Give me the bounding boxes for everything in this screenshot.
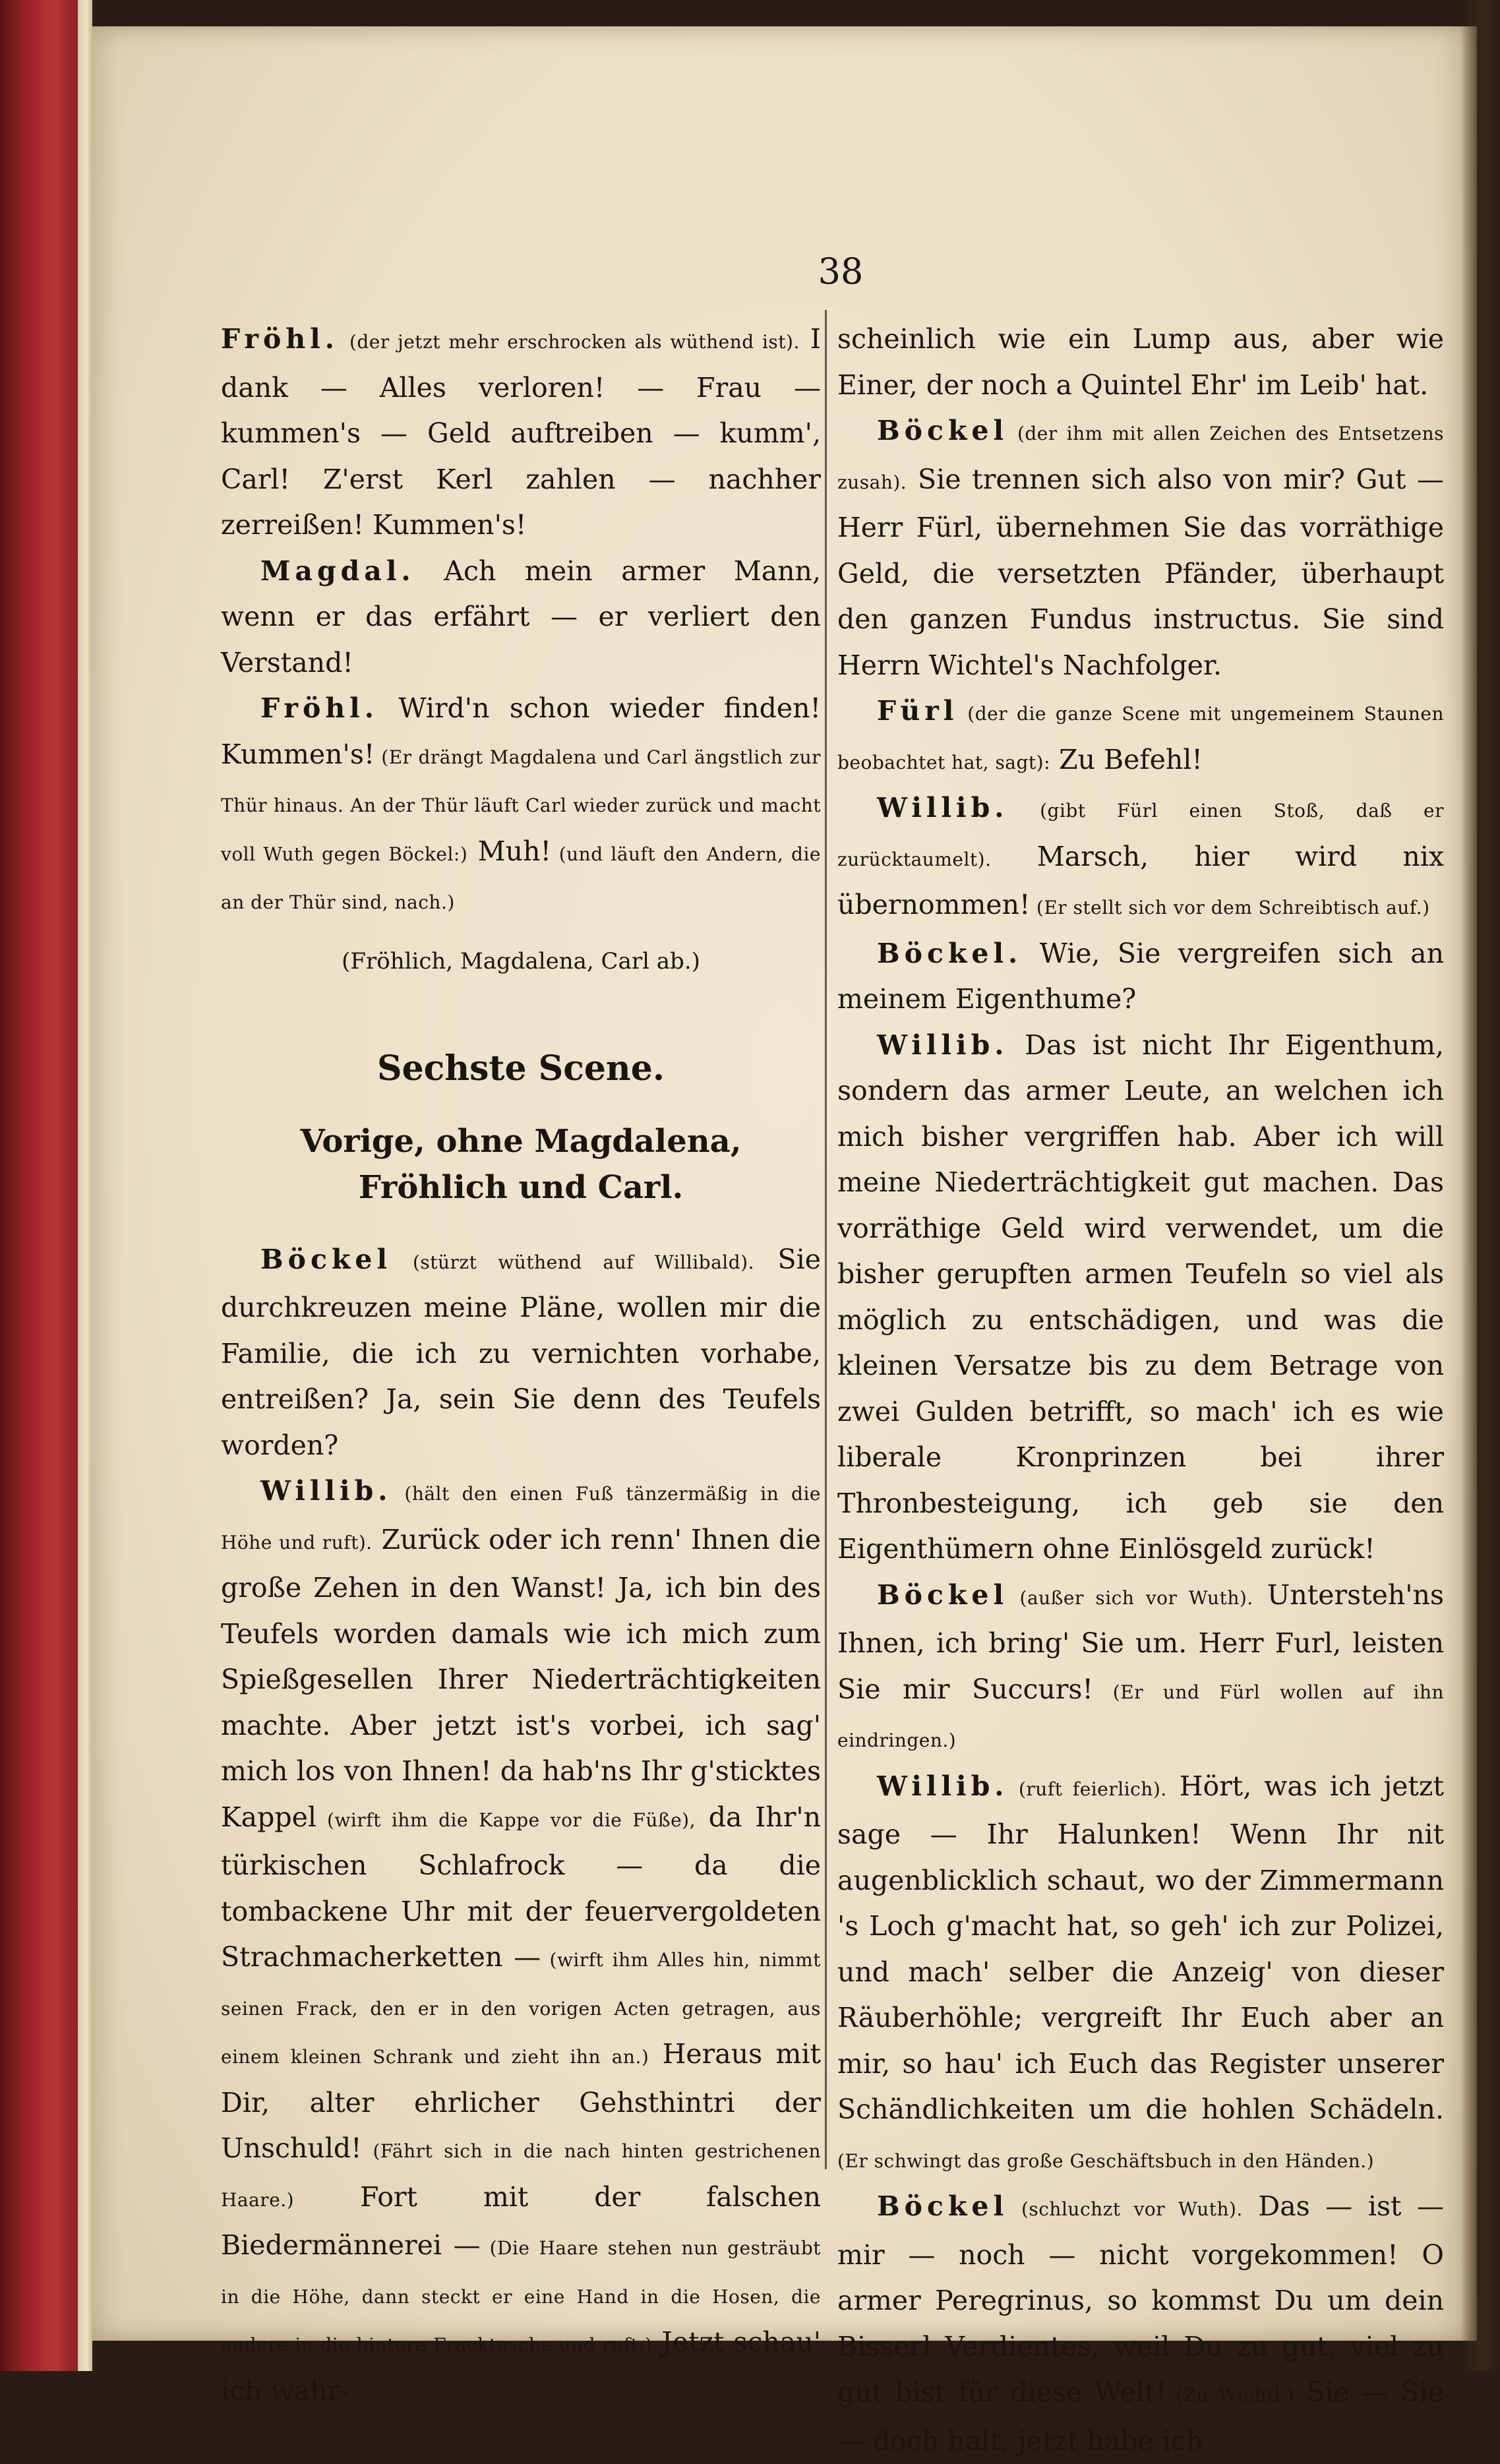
stage-direction: (wirft ihm Alles hin, nimmt seinen Frack, den er in den vorigen Acten getragen, aus einem kleinen Schrank und zieht ihn an.) [221, 1949, 821, 2068]
stage-direction: (hält den einen Fuß tänzermäßig in die Höhe und ruft). [221, 1483, 821, 1553]
stage-direction: (wirft ihm die Kappe vor die Füße), [316, 1809, 696, 1831]
dialogue-text: da Ihr'n türkischen Schlafrock — da die tombackene Uhr mit der feuervergoldeten Strachmacherketten — [221, 1801, 822, 1973]
speaker-name: Böckel [877, 2190, 1009, 2222]
stage-direction: (außer sich vor Wuth). [1008, 1586, 1253, 1609]
page-shadow [1460, 0, 1500, 2371]
stage-direction: (der die ganze Scene mit ungemeinem Staunen beobachtet hat, sagt): [837, 703, 1444, 773]
dialogue-text: Wird'n schon wieder finden! Kummen's! [221, 692, 821, 770]
speaker-name: Böckel [877, 1578, 1009, 1611]
dialogue-text: Ach mein armer Mann, wenn er das erfährt — er verliert den Verstand! [221, 555, 821, 678]
dialogue-block [221, 1468, 821, 2414]
dialogue-text: Das — ist — mir — noch — nicht vorgekommen! O armer Peregrinus, so kommst Du um dein Bisserl Verdientes, weil Du zu gut, viel zu gut bist für diese Welt! [837, 2190, 1444, 2408]
dialogue-text: Zu Befehl! [1050, 743, 1203, 775]
stage-direction: (Er schwingt das große Geschäftsbuch in den Händen.) [837, 2149, 1375, 2172]
dialogue-block [221, 316, 821, 549]
dialogue-text: Marsch, hier wird nix übernommen! [837, 840, 1444, 920]
speaker-name: Willib. [877, 792, 1009, 824]
left-column [221, 316, 821, 2414]
speaker-name: Willib. [260, 1475, 392, 1507]
book-spine [0, 0, 78, 2371]
dialogue-block [837, 316, 1444, 408]
dialogue-block [221, 1237, 821, 1469]
dialogue-block [837, 1023, 1444, 1573]
dialogue-text: scheinlich wie ein Lump aus, aber wie Einer, der noch a Quintel Ehr' im Leib' hat. [837, 323, 1444, 401]
exit-direction: (Fröhlich, Magdalena, Carl ab.) [342, 947, 700, 975]
dialogue-text: I dank — Alles verloren! — Frau — kummen's — Geld auftreiben — kumm', Carl! Z'erst Kerl zahlen — nachher zerreißen! Kummen's! [221, 323, 821, 541]
dialogue-text: Hört, was ich jetzt sage — Ihr Halunken! Wenn Ihr nit augenblicklich schaut, wo der Zimmermann 's Loch g'macht hat, so geh' ich zur Polizei, und mach' selber die Anzeig' von dieser Räuberhöhle; vergreift Ihr Euch aber an mir, so hau' ich Euch das Register unserer Schändlichkeiten um die hohlen Schädeln. [837, 1770, 1444, 2125]
dialogue-text: Zurück oder ich renn' Ihnen die große Zehen in den Wanst! Ja, ich bin des Teufels worden damals wie ich mich zum Spießgesellen Ihrer Niederträchtigkeiten machte. Aber jetzt ist's vorbei, ich sag' mich los von Ihnen! da hab'ns Ihr g'sticktes Kappel [221, 1523, 822, 1833]
stage-direction: (Er stellt sich vor dem Schreibtisch auf.) [1030, 897, 1430, 918]
speaker-name: Willib. [877, 1770, 1009, 1802]
dialogue-text: Muh! [467, 835, 551, 867]
speaker-name: Böckel [260, 1243, 392, 1275]
stage-direction: (gibt Fürl einen Stoß, daß er zurücktaumelt). [837, 800, 1444, 870]
dialogue-block [837, 2184, 1444, 2464]
stage-direction: (Die Haare stehen nun gesträubt in die Höhe, dann steckt er eine Hand in die Hosen, die andere in die hintere Fracktasche und ruft:) [221, 2237, 821, 2356]
dialogue-block [837, 1764, 1444, 2184]
stage-direction: (stürzt wüthend auf Willibald). [392, 1251, 754, 1273]
dialogue-block [837, 1573, 1444, 1764]
right-column [837, 316, 1444, 2464]
speaker-name: Fröhl. [260, 692, 378, 724]
page-edge [78, 0, 92, 2371]
page-number: 38 [818, 251, 864, 292]
dialogue-text: Wie, Sie vergreifen sich an meinem Eigenthume? [837, 937, 1444, 1015]
dialogue-text: Sie trennen sich also von mir? Gut — Herr Fürl, übernehmen Sie das vorräthige Geld, die versetzten Pfänder, überhaupt den ganzen Fundus instructus. Sie sind Herrn Wichtel's Nachfolger. [837, 463, 1444, 681]
stage-direction: (der ihm mit allen Zeichen des Entsetzens zusah). [837, 423, 1444, 493]
stage-direction: (ruft feierlich). [1008, 1778, 1167, 1800]
dialogue-block [837, 688, 1444, 785]
stage-direction: (und läuft den Andern, die an der Thür sind, nach.) [221, 843, 821, 913]
stage-direction: (schluchzt vor Wuth). [1008, 2198, 1243, 2220]
speaker-name: Fröhl. [221, 323, 339, 355]
stage-direction: (Fährt sich in die nach hinten gestrichenen Haare.) [221, 2140, 821, 2211]
stage-direction: (Er und Fürl wollen auf ihn eindringen.) [837, 1681, 1445, 1751]
dialogue-text: Jetzt schau' ich wahr- [221, 2326, 821, 2407]
dialogue-block [221, 686, 821, 926]
dialogue-text: Untersteh'ns Ihnen, ich bring' Sie um. Herr Furl, leisten Sie mir Succurs! [837, 1578, 1445, 1705]
dialogue-text: Fort mit der falschen Biedermännerei — [221, 2180, 821, 2261]
dialogue-block [221, 549, 821, 686]
stage-direction: (Zu Wichtl.) [1166, 2384, 1294, 2406]
stage-direction: (der jetzt mehr erschrocken als wüthend ist). [349, 331, 800, 353]
scene-title: Sechste Scene. [377, 1048, 665, 1089]
dialogue-block [837, 931, 1444, 1023]
dialogue-block [837, 408, 1444, 688]
speaker-name: Magdal. [260, 555, 415, 587]
speaker-name: Böckel [877, 415, 1009, 446]
stage-direction: (Er drängt Magdalena und Carl ängstlich zur Thür hinaus. An der Thür läuft Carl wieder zurück und macht voll Wuth gegen Böckel:) [221, 746, 821, 865]
dialogue-text: Sie durchkreuzen meine Pläne, wollen mir die Familie, die ich zu vernichten vorhabe, entreißen? Ja, sein Sie denn des Teufels worden? [221, 1243, 821, 1461]
speaker-name: Böckel. [877, 937, 1023, 969]
dialogue-text: Das ist nicht Ihr Eigenthum, sondern das armer Leute, an welchen ich mich bisher vergriffen hab. Aber ich will meine Niederträchtigkeit gut machen. Das vorräthige Geld wird verwendet, um die bisher gerupften armen Teufeln so viel als möglich zu entschädigen, und was die kleinen Versatze bis zu dem Betrage von zwei Gulden betrifft, so mach' ich es wie liberale Kronprinzen bei ihrer Thronbesteigung, ich geb sie den Eigenthümern ohne Einlösgeld zurück! [837, 1029, 1444, 1565]
dialogue-text: Sie — Sie — doch halt, jetzt habe ich [837, 2376, 1444, 2457]
dialogue-block [837, 785, 1444, 931]
speaker-name: Fürl [877, 695, 959, 727]
cast-list: Vorige, ohne Magdalena, Fröhlich und Carl. [300, 1122, 742, 1206]
speaker-name: Willib. [877, 1029, 1009, 1061]
column-divider [825, 310, 827, 2169]
dialogue-text: Heraus mit Dir, alter ehrlicher Gehsthintri der Unschuld! [221, 2038, 821, 2164]
